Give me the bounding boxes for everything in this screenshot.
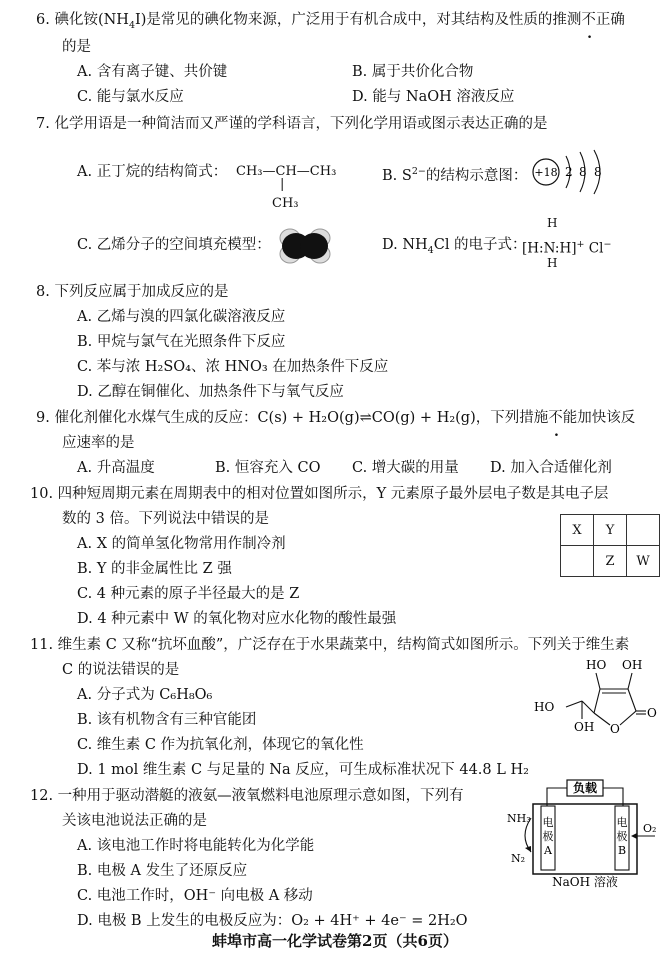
q8-stem: 8. 下列反应属于加成反应的是 <box>36 284 229 300</box>
q8-option-a: A. 乙烯与溴的四氯化碳溶液反应 <box>77 309 286 325</box>
q11-option-b: B. 该有机物含有三种官能团 <box>77 712 257 728</box>
grid-cell <box>561 546 594 577</box>
q9-option-d: D. 加入合适催化剂 <box>490 460 612 476</box>
q9-option-b: B. 恒容充入 CO <box>215 460 321 476</box>
grid-cell: X <box>561 515 594 546</box>
q8-option-d: D. 乙醇在铜催化、加热条件下与氧气反应 <box>77 384 344 400</box>
label-ring-oxygen: O <box>610 722 620 736</box>
ammonium-h-bottom: H <box>547 256 558 270</box>
grid-cell: Y <box>594 515 627 546</box>
q11-stem-line2: C 的说法错误的是 <box>62 662 180 678</box>
q6-option-c: C. 能与氯水反应 <box>77 89 184 105</box>
label-keto-oxygen: O <box>647 706 657 720</box>
svg-text:电: 电 <box>616 816 628 829</box>
fuel-cell-diagram <box>505 778 665 890</box>
svg-text:A: A <box>544 844 552 857</box>
q11-stem-line1: 11. 维生素 C 又称“抗坏血酸”，广泛存在于水果蔬菜中，结构简式如图所示。下列关于维生素 <box>30 637 630 653</box>
q9-stem-line1: 9. 催化剂催化水煤气生成的反应：C(s) + H₂O(g)⇌CO(g) + H₂(g)，下列措施不能加快该反 <box>36 410 636 426</box>
solution-label: NaOH 溶液 <box>552 875 618 889</box>
shell-count-1: 2 <box>565 165 573 179</box>
svg-text:极: 极 <box>616 830 628 843</box>
q7-stem: 7. 化学用语是一种简洁而又严谨的学科语言，下列化学用语或图示表达正确的是 <box>36 116 548 132</box>
q7-option-a-branch: CH₃ <box>272 196 299 211</box>
load-label: 负载 <box>572 781 598 795</box>
shell-count-3: 8 <box>594 165 602 179</box>
q6-option-b: B. 属于共价化合物 <box>352 64 474 80</box>
q12-option-a: A. 该电池工作时将电能转化为化学能 <box>77 838 315 854</box>
q8-option-c: C. 苯与浓 H₂SO₄、浓 HNO₃ 在加热条件下反应 <box>77 359 389 375</box>
svg-text:电: 电 <box>542 816 554 829</box>
q10-option-d: D. 4 种元素中 W 的氧化物对应水化物的酸性最强 <box>77 611 397 627</box>
q7-option-c-label: C. 乙烯分子的空间填充模型： <box>77 237 271 253</box>
q9-option-c: C. 增大碳的用量 <box>352 460 459 476</box>
nh3-label: NH₃ <box>507 812 531 825</box>
q12-option-d: D. 电极 B 上发生的电极反应为：O₂ + 4H⁺ + 4e⁻ = 2H₂O <box>77 913 468 929</box>
q11-option-d: D. 1 mol 维生素 C 与足量的 Na 反应，可生成标准状况下 44.8 L H₂ <box>77 762 529 778</box>
q6-option-a: A. 含有离子键、共价键 <box>77 64 228 80</box>
nucleus-charge: +18 <box>534 166 558 179</box>
shell-count-2: 8 <box>579 165 587 179</box>
ammonium-chloride-electron-formula: [H:N:H]+ Cl− <box>522 239 612 257</box>
q10-option-b: B. Y 的非金属性比 Z 强 <box>77 561 232 577</box>
n2-label: N₂ <box>511 852 526 865</box>
label-ho-left: HO <box>534 700 555 714</box>
o2-label: O₂ <box>643 822 657 835</box>
q7-option-a-branch-bond: | <box>280 177 285 192</box>
q12-stem-line2: 关该电池说法正确的是 <box>62 813 207 829</box>
label-oh-top: OH <box>622 658 643 672</box>
svg-text:B: B <box>617 844 627 857</box>
ethylene-space-filling-model <box>276 228 334 264</box>
sulfide-ion-structure-diagram <box>528 148 638 196</box>
q12-option-b: B. 电极 A 发生了还原反应 <box>77 863 248 879</box>
q10-stem-line1: 10. 四种短周期元素在周期表中的相对位置如图所示，Y 元素原子最外层电子数是其电子层 <box>30 486 609 502</box>
q11-option-c: C. 维生素 C 作为抗氧化剂，体现它的氧化性 <box>77 737 364 753</box>
vitamin-c-structure <box>530 655 665 755</box>
q11-option-a: A. 分子式为 C₆H₈O₆ <box>77 687 213 703</box>
page-footer: 蚌埠市高一化学试卷第2页（共6页） <box>212 932 458 950</box>
q7-option-a-label: A. 正丁烷的结构简式： <box>77 164 228 180</box>
q6-stem-line2: 的是 <box>62 39 91 55</box>
grid-cell: W <box>627 546 660 577</box>
q12-stem-line1: 12. 一种用于驱动潜艇的液氨—液氧燃料电池原理示意如图，下列有 <box>30 788 464 804</box>
periodic-table-fragment <box>560 514 660 577</box>
q10-option-a: A. X 的简单氢化物常用作制冷剂 <box>77 536 286 552</box>
q6-stem-line1: 6. 碘化铵$(NH_4I)$是常见的碘化物来源，广泛用于有机合成中，对其结构及性质的推测不正确 <box>36 12 625 31</box>
q7-option-d-label: D. $NH_4Cl$ 的电子式： <box>382 237 527 256</box>
ammonium-h-top: H <box>547 216 558 230</box>
grid-cell <box>627 515 660 546</box>
q7-option-b-label: B. $S^{2-}$的结构示意图： <box>382 166 528 184</box>
grid-cell: Z <box>594 546 627 577</box>
q7-option-a-formula: CH₃—CH—CH₃ <box>236 164 337 179</box>
label-oh-bottom: OH <box>574 720 595 734</box>
q9-stem-line2: 应速率的是 <box>62 435 135 451</box>
svg-text:极: 极 <box>542 830 554 843</box>
q10-stem-line2: 数的 3 倍。下列说法中错误的是 <box>62 511 269 527</box>
q10-option-c: C. 4 种元素的原子半径最大的是 Z <box>77 586 300 602</box>
q8-option-b: B. 甲烷与氯气在光照条件下反应 <box>77 334 286 350</box>
q12-option-c: C. 电池工作时，OH⁻ 向电极 A 移动 <box>77 888 313 904</box>
q6-option-d: D. 能与 NaOH 溶液反应 <box>352 89 515 105</box>
label-ho-top: HO <box>586 658 607 672</box>
q9-option-a: A. 升高温度 <box>77 460 155 476</box>
